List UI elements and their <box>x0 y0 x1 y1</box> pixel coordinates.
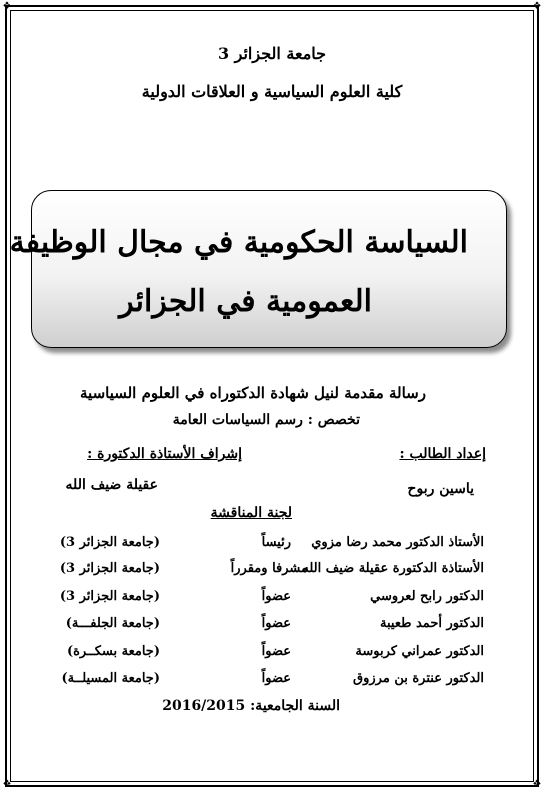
corner-ornament-top-right: ❖ <box>532 1 542 12</box>
degree-statement: رسالة مقدمة لنيل شهادة الدكتوراه في العلوم السياسية <box>80 384 426 402</box>
member-role: رئيساً <box>261 535 291 550</box>
member-name: الأستاذ الدكتور محمد رضا مزوي <box>311 535 484 550</box>
member-role: عضواً <box>261 671 291 686</box>
member-institution: (جامعة الجزائر 3) <box>59 535 160 550</box>
student-name: ياسين ربوح <box>407 481 474 497</box>
supervisor-name: عقيلة ضيف الله <box>65 477 158 493</box>
speciality: تخصص : رسم السياسات العامة <box>172 412 360 428</box>
corner-ornament-bottom-right: ❖ <box>532 779 542 790</box>
member-role: عضواً <box>261 644 291 659</box>
member-name: الدكتور رابح لعروسي <box>370 589 484 604</box>
member-institution: (جامعة الجزائر 3) <box>59 561 160 576</box>
supervisor-label: إشراف الأستاذة الدكتورة : <box>87 446 242 462</box>
thesis-title-line-2: العمومية في الجزائر <box>119 284 372 319</box>
thesis-title-box <box>31 190 507 348</box>
corner-ornament-bottom-left: ❖ <box>2 779 12 790</box>
member-name: الدكتور عنترة بن مرزوق <box>353 671 484 686</box>
member-name: الأستاذة الدكتورة عقيلة ضيف الله <box>302 561 484 576</box>
member-name: الدكتور أحمد طعيبة <box>380 616 484 631</box>
member-name: الدكتور عمراني كربوسة <box>355 644 484 659</box>
thesis-title-line-1: السياسة الحكومية في مجال الوظيفة <box>9 225 468 260</box>
member-institution: (جامعة بسكــرة) <box>66 644 160 659</box>
member-institution: (جامعة الجزائر 3) <box>59 589 160 604</box>
member-institution: (جامعة الجلفـــة) <box>65 616 160 631</box>
academic-year: السنة الجامعية: 2016/2015 <box>162 698 340 714</box>
member-role: مشرفا ومقرراً <box>230 561 308 576</box>
member-institution: (جامعة المسيلــة) <box>61 671 160 686</box>
committee-title: لجنة المناقشة <box>210 505 292 521</box>
corner-ornament-top-left: ❖ <box>2 1 12 12</box>
prepared-by-label: إعداد الطالب : <box>399 446 486 462</box>
member-role: عضواً <box>261 616 291 631</box>
university-name: جامعة الجزائر 3 <box>217 44 327 63</box>
faculty-name: كلية العلوم السياسية و العلاقات الدولية <box>141 82 403 101</box>
member-role: عضواً <box>261 589 291 604</box>
